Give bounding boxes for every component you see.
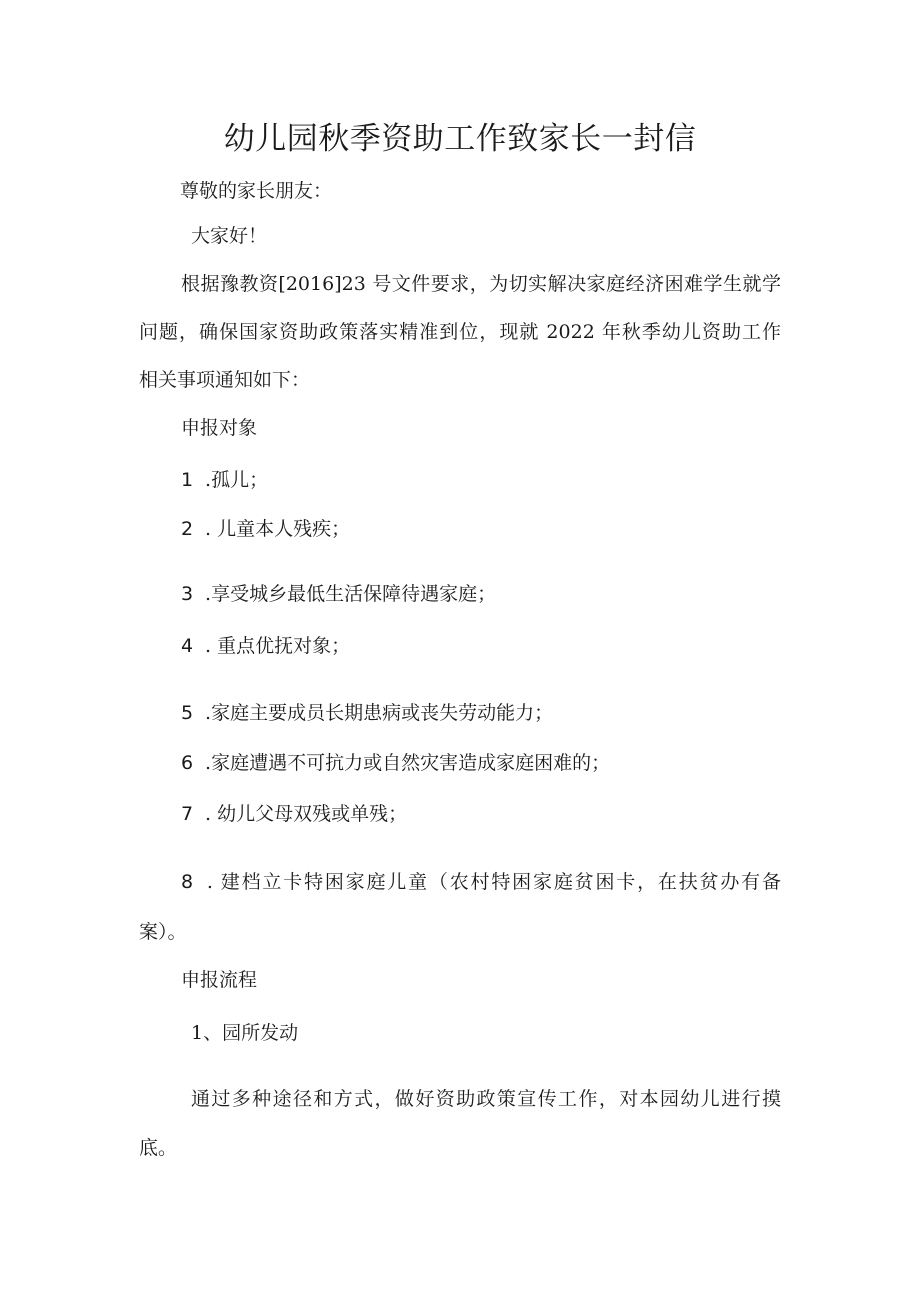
step-paragraph-line-1: 通过多种途径和方式，做好资助政策宣传工作，对本园幼儿进行摸 [191, 1088, 781, 1110]
list-item [181, 701, 553, 725]
list-item-number: 1 [181, 469, 194, 491]
list-item [181, 468, 268, 492]
list-item-number: 8 [181, 871, 194, 893]
list-item-text: . 重点优抚对象； [205, 635, 351, 657]
section-heading-applicants: 申报对象 [181, 417, 258, 439]
list-item [181, 634, 350, 658]
list-item-text: . 建档立卡特困家庭儿童（农村特困家庭贫困卡，在扶贫办有备 [206, 871, 781, 893]
section-heading-process: 申报流程 [181, 969, 258, 991]
intro-line-1: 根据豫教资[2016]23 号文件要求，为切实解决家庭经济困难学生就学 [181, 273, 781, 295]
page-title: 幼儿园秋季资助工作致家长一封信 [223, 121, 697, 157]
greeting: 尊敬的家长朋友： [180, 180, 333, 202]
intro-line-3: 相关事项通知如下： [139, 369, 311, 391]
list-item-text: .孤儿； [205, 469, 269, 491]
list-item [181, 802, 407, 826]
list-item-continuation: 案）。 [139, 921, 187, 943]
subsection-heading: 1、园所发动 [191, 1022, 299, 1044]
list-item-text: .家庭遭遇不可抗力或自然灾害造成家庭困难的； [205, 752, 611, 774]
list-item-text: .享受城乡最低生活保障待遇家庭； [205, 583, 497, 605]
list-item-number: 5 [181, 702, 194, 724]
list-item-number: 3 [181, 583, 194, 605]
list-item [181, 582, 496, 606]
list-item [181, 870, 781, 894]
list-item-number: 2 [181, 518, 194, 540]
list-item [181, 751, 610, 775]
list-item [181, 517, 350, 541]
list-item-number: 4 [181, 635, 194, 657]
list-item-number: 7 [181, 803, 194, 825]
intro-line-2: 问题，确保国家资助政策落实精准到位，现就 2022 年秋季幼儿资助工作 [139, 321, 781, 343]
step-paragraph-line-2: 底。 [139, 1137, 178, 1159]
list-item-text: . 儿童本人残疾； [205, 518, 351, 540]
list-item-number: 6 [181, 752, 194, 774]
list-item-text: .家庭主要成员长期患病或丧失劳动能力； [205, 702, 554, 724]
list-item-text: . 幼儿父母双残或单残； [205, 803, 408, 825]
hello-line: 大家好！ [191, 225, 268, 247]
